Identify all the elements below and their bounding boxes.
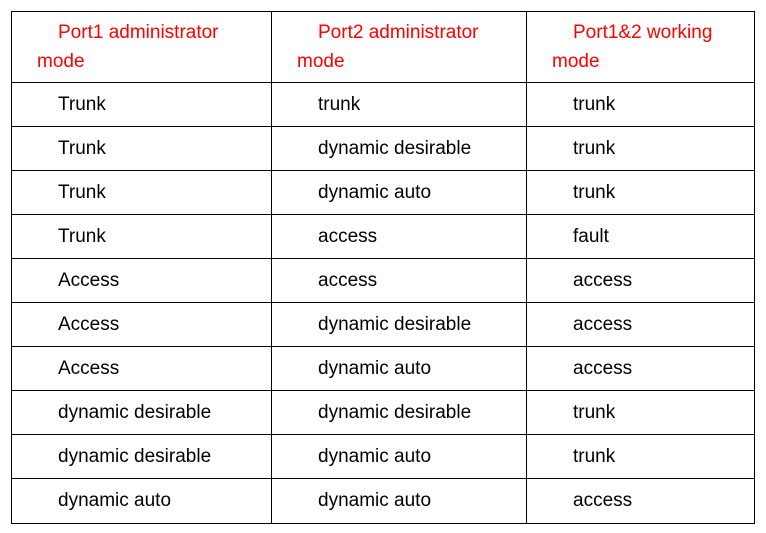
port2-admin-mode-cell: access (272, 259, 527, 303)
table-row (12, 259, 755, 303)
working-mode-cell: access (527, 303, 755, 347)
port2-admin-mode-cell: dynamic auto (272, 479, 527, 524)
table-row (12, 171, 755, 215)
port2-admin-mode-cell: dynamic desirable (272, 391, 527, 435)
port2-admin-mode-cell: dynamic auto (272, 171, 527, 215)
table-row (12, 303, 755, 347)
header-working-mode: Port1&2 working mode (527, 12, 755, 83)
port1-admin-mode-cell: Trunk (12, 171, 272, 215)
table-row (12, 215, 755, 259)
table-row (12, 435, 755, 479)
port1-admin-mode-cell: Trunk (12, 127, 272, 171)
table-row (12, 479, 755, 524)
port2-admin-mode-cell: trunk (272, 83, 527, 127)
working-mode-cell: trunk (527, 127, 755, 171)
working-mode-cell: trunk (527, 391, 755, 435)
working-mode-cell: trunk (527, 435, 755, 479)
working-mode-cell: access (527, 479, 755, 524)
port1-admin-mode-cell: Access (12, 347, 272, 391)
port2-admin-mode-cell: dynamic desirable (272, 127, 527, 171)
port1-admin-mode-cell: dynamic desirable (12, 435, 272, 479)
port1-admin-mode-cell: Access (12, 259, 272, 303)
header-port1-admin-mode: Port1 administrator mode (12, 12, 272, 83)
table-header-row (12, 12, 755, 83)
working-mode-cell: trunk (527, 83, 755, 127)
port2-admin-mode-cell: dynamic desirable (272, 303, 527, 347)
port2-admin-mode-cell: dynamic auto (272, 435, 527, 479)
port-mode-table (11, 11, 755, 524)
port1-admin-mode-cell: Access (12, 303, 272, 347)
table-row (12, 83, 755, 127)
port1-admin-mode-cell: Trunk (12, 83, 272, 127)
port1-admin-mode-cell: dynamic desirable (12, 391, 272, 435)
working-mode-cell: access (527, 347, 755, 391)
table-row (12, 127, 755, 171)
working-mode-cell: access (527, 259, 755, 303)
port2-admin-mode-cell: access (272, 215, 527, 259)
port1-admin-mode-cell: dynamic auto (12, 479, 272, 524)
working-mode-cell: fault (527, 215, 755, 259)
port1-admin-mode-cell: Trunk (12, 215, 272, 259)
table-row (12, 391, 755, 435)
working-mode-cell: trunk (527, 171, 755, 215)
port2-admin-mode-cell: dynamic auto (272, 347, 527, 391)
header-port2-admin-mode: Port2 administrator mode (272, 12, 527, 83)
table-row (12, 347, 755, 391)
